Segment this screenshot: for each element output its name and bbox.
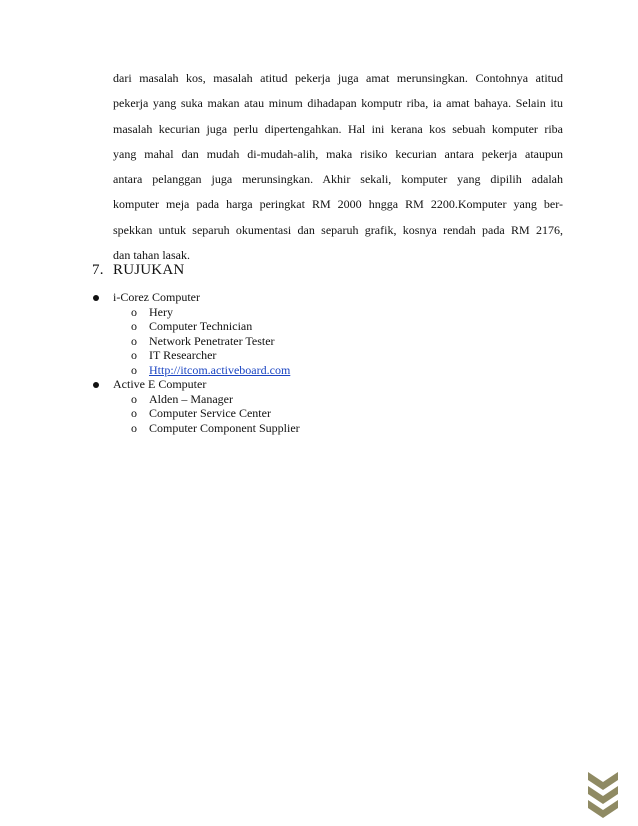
section-title: RUJUKAN <box>113 262 185 278</box>
bullet-icon <box>93 382 99 388</box>
reference-detail: Network Penetrater Tester <box>149 333 275 348</box>
reference-detail: Computer Technician <box>149 319 253 333</box>
paragraph-line: dan tahan lasak. <box>113 248 190 263</box>
bullet-icon <box>93 295 99 301</box>
list-item <box>92 377 572 392</box>
sub-bullet-icon: o <box>131 406 137 420</box>
reference-detail: Computer Component Supplier <box>149 420 300 435</box>
sub-bullet-icon: o <box>131 304 137 319</box>
list-item <box>92 363 572 378</box>
reference-detail: IT Researcher <box>149 348 217 362</box>
list-item <box>92 421 572 436</box>
paragraph-line: yang mahal dan mudah di-mudah-alih, maka risiko kecurian antara pekerja ataupun <box>113 146 563 161</box>
section-heading <box>92 262 184 279</box>
paragraph-line: dari masalah kos, masalah atitud pekerja juga amat merunsingkan. Contohnya atitud <box>113 71 563 85</box>
sub-bullet-icon: o <box>131 420 137 435</box>
sub-bullet-icon: o <box>131 391 137 406</box>
list-item <box>92 319 572 334</box>
list-item <box>92 406 572 421</box>
paragraph-line: pekerja yang suka makan atau minum dihadapan komputr riba, ia amat bahaya. Selain itu <box>113 96 563 111</box>
sub-bullet-icon: o <box>131 362 137 377</box>
reference-detail: Alden – Manager <box>149 391 233 406</box>
sub-bullet-icon: o <box>131 333 137 348</box>
paragraph-line: spekkan untuk separuh okumentasi dan separuh grafik, kosnya rendah pada RM 2176, <box>113 222 563 237</box>
paragraph-line: antara pelanggan juga merunsingkan. Akhir sekali, komputer yang dipilih adalah <box>113 172 563 187</box>
list-item <box>92 305 572 320</box>
list-item <box>92 392 572 407</box>
list-item <box>92 290 572 305</box>
reference-detail: Computer Service Center <box>149 406 271 420</box>
section-number: 7. <box>92 262 104 278</box>
triple-chevron-down-icon <box>588 770 618 820</box>
list-item <box>92 348 572 363</box>
sub-bullet-icon: o <box>131 319 137 333</box>
body-paragraph <box>113 66 563 268</box>
list-item <box>92 334 572 349</box>
sub-bullet-icon: o <box>131 348 137 362</box>
reference-name: Active E Computer <box>113 377 207 391</box>
paragraph-line: komputer meja pada harga peringkat RM 2000 hngga RM 2200.Komputer yang ber- <box>113 197 563 212</box>
paragraph-line: masalah kecurian juga perlu dipertengahkan. Hal ini kerana kos sebuah komputer riba <box>113 121 563 136</box>
reference-detail: Hery <box>149 304 173 319</box>
reference-name: i-Corez Computer <box>113 290 200 304</box>
reference-list <box>92 290 572 435</box>
reference-link[interactable]: Http://itcom.activeboard.com <box>149 362 291 377</box>
